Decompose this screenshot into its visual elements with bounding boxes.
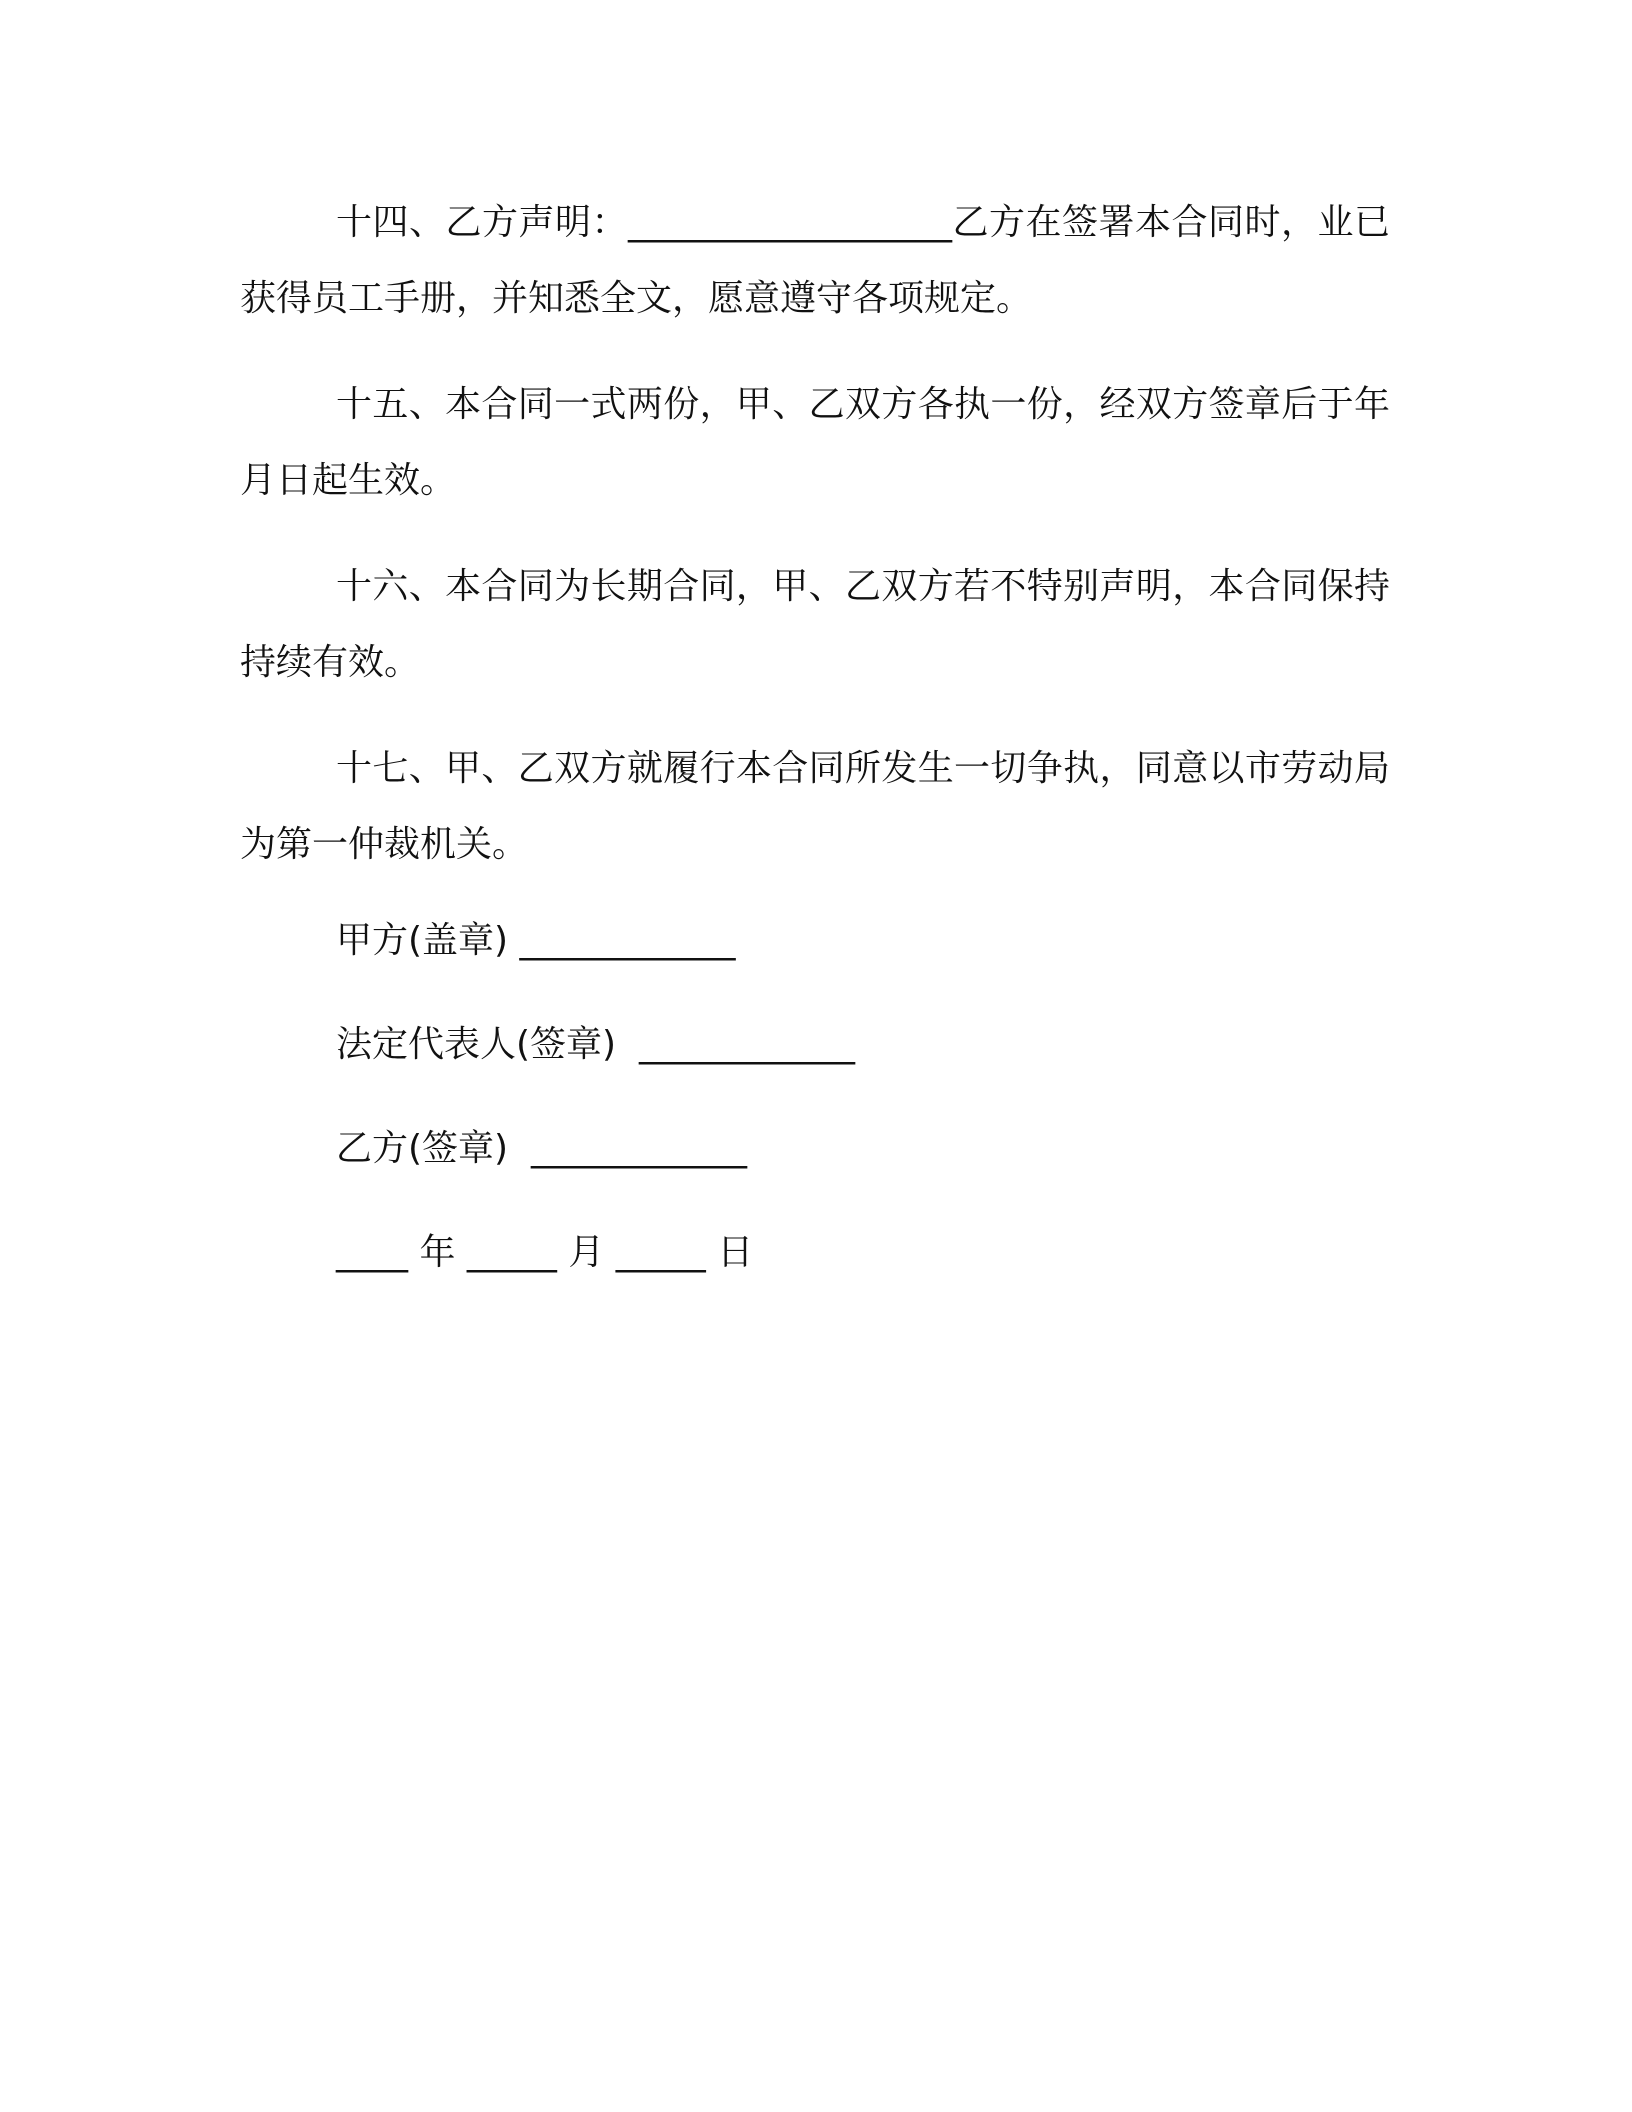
signature-block bbox=[336, 903, 1336, 1319]
clause-15: 十五、本合同一式两份，甲、乙双方各执一份，经双方签章后于年月日起生效。 bbox=[240, 384, 1390, 501]
legal-representative-line: 法定代表人(签章) ____________ bbox=[336, 1024, 855, 1065]
contract-clauses bbox=[240, 185, 1390, 913]
party-a-seal-line: 甲方(盖章) ____________ bbox=[336, 920, 736, 961]
clause-14: 十四、乙方声明：__________________乙方在签署本合同时，业已获得员工手册，并知悉全文，愿意遵守各项规定。 bbox=[240, 202, 1390, 319]
clause-17: 十七、甲、乙双方就履行本合同所发生一切争执，同意以市劳动局为第一仲裁机关。 bbox=[240, 748, 1390, 865]
date-line: ____ 年 _____ 月 _____ 日 bbox=[336, 1232, 754, 1273]
party-b-signature-line: 乙方(签章) ____________ bbox=[336, 1128, 747, 1169]
clause-16: 十六、本合同为长期合同，甲、乙双方若不特别声明，本合同保持持续有效。 bbox=[240, 566, 1390, 683]
